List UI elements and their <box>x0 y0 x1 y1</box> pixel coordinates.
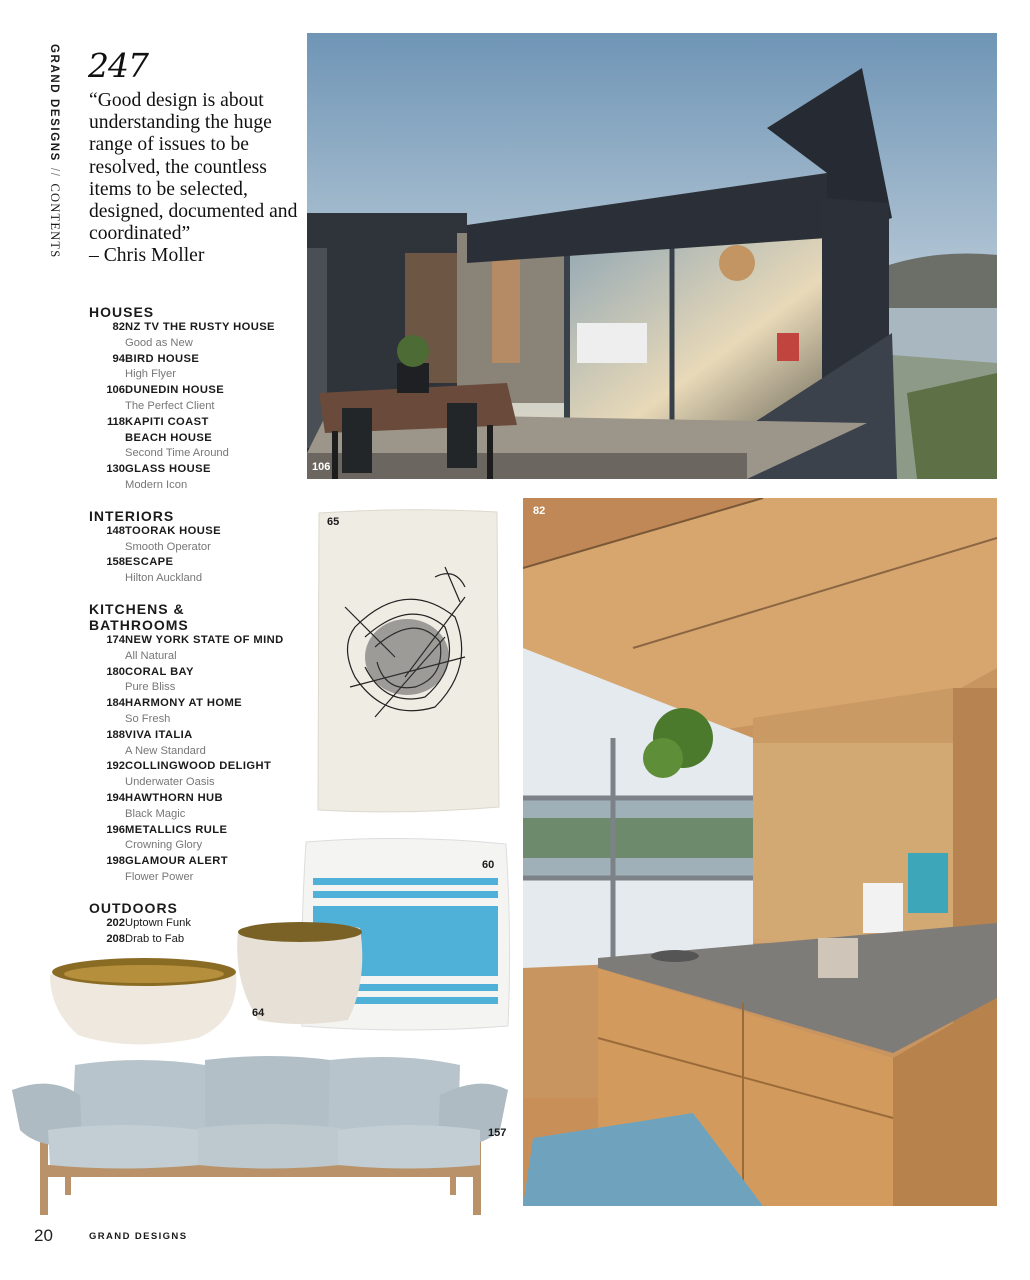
toc-section-title: OUTDOORS <box>89 899 178 916</box>
toc-entry[interactable] <box>89 383 304 415</box>
bowls <box>48 920 368 1050</box>
toc-entry-subtitle: High Flyer <box>125 368 176 381</box>
toc-entry-text <box>125 352 304 384</box>
toc-entry-page-value: 194 <box>106 791 125 804</box>
toc-entry-page <box>89 524 125 556</box>
quote-text: “Good design is about understanding the huge range of issues to be resolved, the countless items to be selected, designed, documented and coordinated” <box>89 90 298 245</box>
toc-entry-text <box>125 415 304 462</box>
toc-entry-page-value: 198 <box>106 855 125 868</box>
toc-entry-page-value: 188 <box>106 728 125 741</box>
toc-entry-page-value: 184 <box>106 697 125 710</box>
toc-entry-text <box>125 791 304 823</box>
section-gap <box>89 494 304 508</box>
toc-entry-subtitle: Smooth Operator <box>125 540 211 553</box>
toc-entry[interactable] <box>89 854 304 886</box>
toc-entry-title: HARMONY AT HOME <box>125 697 243 710</box>
cushion-label: 60 <box>482 859 495 871</box>
toc-entry-text <box>125 854 304 886</box>
toc-entry-subtitle: All Natural <box>125 649 177 662</box>
toc-entry-title: DUNEDIN HOUSE <box>125 384 225 397</box>
bathroom-photo-image <box>523 498 997 1206</box>
toc-entry-page-value: 148 <box>106 524 125 537</box>
toc-entry-subtitle: A New Standard <box>125 744 206 757</box>
toc-entry-subtitle: Flower Power <box>125 870 194 883</box>
toc-entry-page <box>89 696 125 728</box>
spine-separator: // <box>48 167 60 178</box>
toc-entry-page <box>89 415 125 462</box>
toc-entry[interactable] <box>89 462 304 494</box>
toc-entry-title: GLASS HOUSE <box>125 463 211 476</box>
toc-entry-page <box>89 320 125 352</box>
toc-entry-page-value: 94 <box>112 352 125 365</box>
house-photo-label: 106 <box>312 461 331 473</box>
toc-entry[interactable] <box>89 524 304 556</box>
toc-entry-text <box>125 823 304 855</box>
toc-entry-title: ESCAPE <box>125 556 174 569</box>
toc-entry-page <box>89 728 125 760</box>
toc-entry[interactable] <box>89 352 304 384</box>
page-number: 20 <box>34 1226 53 1245</box>
toc-entry-page-value: 208 <box>106 932 125 945</box>
toc-entry-subtitle: Modern Icon <box>125 478 188 491</box>
bathroom-photo <box>523 498 997 1206</box>
toc-entry-page-value: 106 <box>106 384 125 397</box>
toc-entry[interactable] <box>89 696 304 728</box>
toc-section-title: KITCHENS & BATHROOMS <box>89 600 189 633</box>
section-gap <box>89 886 304 900</box>
toc-entry[interactable] <box>89 415 304 462</box>
toc-entry-page-value: 180 <box>106 665 125 678</box>
quote-author: – Chris Moller <box>89 245 205 267</box>
bathroom-photo-label: 82 <box>533 505 546 517</box>
toc-entry-subtitle: Hilton Auckland <box>125 572 203 585</box>
toc-entry-title: BIRD HOUSE <box>125 352 200 365</box>
toc-entry-text <box>125 633 304 665</box>
toc-entry-page-value: 130 <box>106 463 125 476</box>
spine-section: CONTENTS <box>48 183 62 259</box>
toc-entry-subtitle: Good as New <box>125 336 193 349</box>
toc-entry-subtitle: Black Magic <box>125 807 186 820</box>
toc-entry-page <box>89 633 125 665</box>
toc-entry-title: NZ TV THE RUSTY HOUSE <box>125 321 275 333</box>
toc-entry-text <box>125 555 304 587</box>
toc-entry-page <box>89 462 125 494</box>
toc-entry-title: TOORAK HOUSE <box>125 524 221 537</box>
toc-entry-page-value: 202 <box>106 916 125 929</box>
toc-entry-page-value: 174 <box>106 633 125 646</box>
toc-entry-title: CORAL BAY <box>125 665 194 678</box>
toc-entry-title: Uptown Funk <box>125 916 191 929</box>
toc-entry[interactable] <box>89 791 304 823</box>
pull-quote <box>89 90 299 268</box>
house-photo-image <box>307 33 997 479</box>
toc-entry-page <box>89 791 125 823</box>
toc-entry-page <box>89 823 125 855</box>
toc-entry-text <box>125 524 304 556</box>
toc-entry-page-value: 82 <box>112 321 125 333</box>
toc-entry-title: GLAMOUR ALERT <box>125 855 228 868</box>
toc-entry-title: HAWTHORN HUB <box>125 791 224 804</box>
spine-text <box>47 44 62 258</box>
toc-entry-page-value: 158 <box>106 556 125 569</box>
toc-entry-text <box>125 759 304 791</box>
toc-entry-subtitle: So Fresh <box>125 712 171 725</box>
table-of-contents <box>89 304 304 947</box>
toc-entry-page <box>89 854 125 886</box>
nest-art-image <box>315 507 502 816</box>
toc-entry[interactable] <box>89 665 304 697</box>
toc-entry[interactable] <box>89 320 304 352</box>
issue-number: 247 <box>88 46 148 85</box>
toc-entry-text <box>125 696 304 728</box>
toc-entry-page-value: 196 <box>106 823 125 836</box>
toc-entry-subtitle: Second Time Around <box>125 447 229 460</box>
toc-entry[interactable] <box>89 823 304 855</box>
spine-magazine: GRAND DESIGNS <box>48 44 60 162</box>
toc-entry-page-value: 118 <box>106 415 125 428</box>
toc-entry-text <box>125 665 304 697</box>
toc-entry-subtitle: Crowning Glory <box>125 839 203 852</box>
toc-entry-subtitle: Pure Bliss <box>125 681 176 694</box>
spine-header <box>14 44 74 274</box>
art-print <box>315 507 502 816</box>
sofa-label: 157 <box>488 1127 507 1139</box>
toc-section-title: HOUSES <box>89 304 155 320</box>
house-photo <box>307 33 997 479</box>
toc-entry-subtitle: The Perfect Client <box>125 399 215 412</box>
bowls-label: 64 <box>252 1007 265 1019</box>
toc-entry[interactable] <box>89 728 304 760</box>
toc-entry-title: VIVA ITALIA <box>125 728 193 741</box>
footer-magazine: GRAND DESIGNS <box>89 1231 188 1242</box>
toc-entry[interactable] <box>89 633 304 665</box>
toc-entry-text <box>125 383 304 415</box>
toc-entry-title: KAPITI COAST BEACH HOUSE <box>125 415 213 444</box>
toc-entry-page-value: 192 <box>106 760 125 773</box>
toc-entry-title: NEW YORK STATE OF MIND <box>125 633 284 646</box>
section-gap <box>89 587 304 601</box>
toc-entry-page <box>89 555 125 587</box>
toc-entry-title: Drab to Fab <box>125 932 185 945</box>
toc-entry-page <box>89 383 125 415</box>
toc-entry-page <box>89 665 125 697</box>
sofa <box>10 1050 510 1220</box>
toc-entry-title: COLLINGWOOD DELIGHT <box>125 760 272 773</box>
toc-entry[interactable] <box>89 555 304 587</box>
toc-entry-title: METALLICS RULE <box>125 823 228 836</box>
toc-entry-text <box>125 462 304 494</box>
toc-entry-text <box>125 320 304 352</box>
toc-entry-page <box>89 759 125 791</box>
bowls-image <box>48 920 368 1050</box>
toc-entry-subtitle: Underwater Oasis <box>125 776 215 789</box>
toc-entry[interactable] <box>89 759 304 791</box>
art-print-label: 65 <box>327 516 340 528</box>
toc-section-title: INTERIORS <box>89 507 175 524</box>
toc-entry-page <box>89 352 125 384</box>
toc-entry-text <box>125 728 304 760</box>
sofa-image <box>10 1050 510 1220</box>
